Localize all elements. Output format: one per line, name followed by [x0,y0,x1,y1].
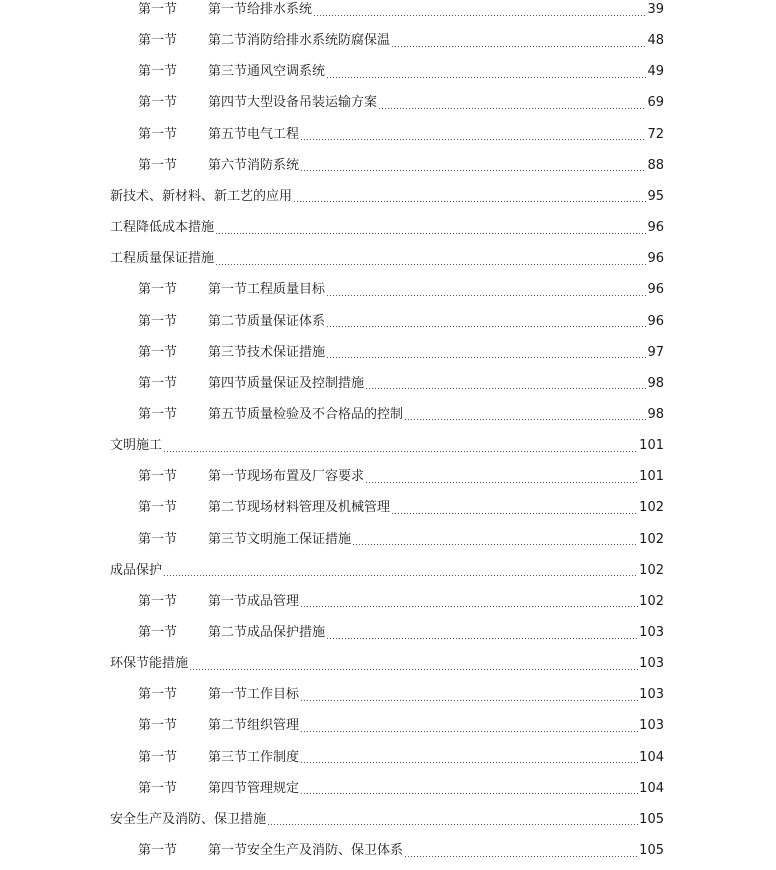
toc-entry-line [208,279,664,301]
dot-leader [313,15,646,16]
toc-page-number: 96 [647,282,664,298]
toc-page-number: 102 [639,531,664,547]
toc-entry-line [208,30,664,52]
toc-entry-line [208,778,664,800]
dot-leader [300,731,638,732]
dot-leader [326,326,646,327]
toc-entry-title: 第一节安全生产及消防、保卫体系 [208,843,404,858]
toc-entry-title: 成品保护 [110,562,163,578]
toc-page-number: 96 [647,313,664,329]
toc-entry-title: 第二节质量保证体系 [208,313,326,329]
dot-leader [300,606,638,607]
toc-section-entry[interactable] [0,840,776,862]
dot-leader [163,575,638,576]
toc-chapter-entry[interactable] [0,435,776,457]
toc-entry-title: 第二节现场材料管理及机械管理 [208,500,391,516]
toc-section-entry[interactable] [0,622,776,644]
toc-entry-line [208,684,664,706]
toc-entry-line [208,529,664,551]
toc-entry-number: 第一节 [138,406,178,422]
toc-entry-title: 第三节通风空调系统 [208,64,326,80]
toc-entry-line [110,248,664,270]
toc-page-number: 102 [639,562,664,578]
toc-entry-title: 第三节文明施工保证措施 [208,531,352,547]
dot-leader [189,669,638,670]
toc-entry-line [208,92,664,114]
dot-leader [391,46,646,47]
toc-entry-number: 第一节 [138,625,178,640]
toc-page-number: 96 [647,220,664,235]
dot-leader [352,544,638,545]
toc-entry-line [208,840,664,862]
toc-entry-line [110,560,664,582]
toc-page-number: 104 [639,749,664,765]
toc-entry-number: 第一节 [138,282,178,298]
toc-page-number: 69 [647,95,664,111]
toc-entry-line [110,217,664,239]
dot-leader [300,170,646,171]
dot-leader [326,295,646,296]
toc-page-number: 103 [639,625,664,640]
toc-entry-title: 第一节给排水系统 [208,2,313,17]
toc-chapter-entry[interactable] [0,809,776,831]
toc-entry-number: 第一节 [138,33,178,49]
toc-entry-line [110,809,664,831]
toc-entry-line [208,591,664,613]
toc-section-entry[interactable] [0,591,776,613]
toc-entry-line [110,186,664,208]
toc-chapter-entry[interactable] [0,186,776,208]
toc-entry-title: 第二节组织管理 [208,718,300,734]
toc-section-entry[interactable] [0,61,776,83]
toc-entry-line [208,61,664,83]
dot-leader [404,856,638,857]
toc-entry-title: 第二节成品保护措施 [208,625,326,640]
toc-page-number: 98 [647,406,664,422]
toc-page-number: 105 [639,811,664,827]
toc-page-number: 104 [639,780,664,796]
toc-entry-number: 第一节 [138,375,178,391]
toc-entry-number: 第一节 [138,531,178,547]
toc-section-entry[interactable] [0,373,776,395]
toc-page-number: 103 [639,687,664,703]
toc-page-number: 95 [647,188,664,204]
toc-page-number: 48 [647,33,664,49]
toc-entry-line [208,342,664,364]
dot-leader [267,824,638,825]
toc-entry-number: 第一节 [138,157,178,173]
toc-section-entry[interactable] [0,124,776,146]
dot-leader [326,77,646,78]
dot-leader [391,513,638,514]
toc-entry-title: 第一节工作目标 [208,687,300,703]
toc-entry-title: 第五节电气工程 [208,126,300,142]
toc-section-entry[interactable] [0,404,776,426]
toc-entry-title: 第三节工作制度 [208,749,300,765]
toc-entry-title: 工程质量保证措施 [110,251,215,267]
toc-section-entry[interactable] [0,155,776,177]
toc-entry-title: 第四节大型设备吊装运输方案 [208,95,378,111]
toc-section-entry[interactable] [0,747,776,769]
toc-entry-title: 文明施工 [110,438,163,454]
dot-leader [293,201,646,202]
toc-section-entry[interactable] [0,778,776,800]
toc-entry-title: 第一节工程质量目标 [208,282,326,298]
toc-section-entry[interactable] [0,529,776,551]
toc-entry-title: 环保节能措施 [110,656,189,672]
toc-entry-number: 第一节 [138,718,178,734]
dot-leader [300,762,638,763]
toc-section-entry[interactable] [0,684,776,706]
toc-entry-title: 安全生产及消防、保卫措施 [110,811,267,827]
toc-entry-line [208,466,664,488]
toc-chapter-entry[interactable] [0,248,776,270]
toc-page-number: 72 [647,126,664,142]
toc-entry-line [208,155,664,177]
toc-entry-number: 第一节 [138,126,178,142]
toc-page-number: 98 [647,375,664,391]
toc-chapter-entry[interactable] [0,217,776,239]
toc-section-entry[interactable] [0,279,776,301]
toc-entry-line [208,311,664,333]
toc-section-entry[interactable] [0,92,776,114]
toc-entry-title: 第五节质量检验及不合格品的控制 [208,406,404,422]
toc-entry-line [208,622,664,644]
toc-page-number: 103 [639,718,664,734]
toc-entry-line [208,497,664,519]
toc-section-entry[interactable] [0,0,776,21]
toc-entry-number: 第一节 [138,95,178,111]
toc-entry-line [110,653,664,675]
dot-leader [378,108,646,109]
toc-section-entry[interactable] [0,30,776,52]
dot-leader [300,700,638,701]
dot-leader [365,388,646,389]
toc-section-entry[interactable] [0,715,776,737]
toc-page-number: 102 [639,500,664,516]
toc-entry-number: 第一节 [138,2,178,17]
toc-entry-number: 第一节 [138,500,178,516]
dot-leader [365,482,638,483]
dot-leader [300,793,638,794]
toc-chapter-entry[interactable] [0,653,776,675]
toc-entry-number: 第一节 [138,749,178,765]
dot-leader [215,264,646,265]
dot-leader [326,357,646,358]
toc-entry-number: 第一节 [138,843,178,858]
toc-entry-title: 第一节现场布置及厂容要求 [208,469,365,485]
toc-page-number: 101 [639,469,664,485]
toc-entry-line [208,0,664,21]
toc-entry-number: 第一节 [138,469,178,485]
toc-entry-number: 第一节 [138,313,178,329]
toc-page-number: 88 [647,157,664,173]
toc-entry-title: 第六节消防系统 [208,157,300,173]
toc-section-entry[interactable] [0,311,776,333]
toc-page-number: 49 [647,64,664,80]
toc-entry-title: 第四节质量保证及控制措施 [208,375,365,391]
dot-leader [300,139,646,140]
toc-entry-number: 第一节 [138,593,178,609]
toc-section-entry[interactable] [0,497,776,519]
toc-entry-title: 新技术、新材料、新工艺的应用 [110,188,293,204]
toc-page-number: 103 [639,656,664,672]
toc-entry-line [110,435,664,457]
toc-entry-line [208,715,664,737]
dot-leader [326,638,638,639]
toc-section-entry[interactable] [0,466,776,488]
toc-entry-line [208,404,664,426]
toc-page-number: 101 [639,438,664,454]
toc-entry-title: 第一节成品管理 [208,593,300,609]
toc-entry-number: 第一节 [138,344,178,360]
toc-entry-line [208,124,664,146]
toc-entry-line [208,373,664,395]
toc-entry-title: 第四节管理规定 [208,780,300,796]
dot-leader [215,233,646,234]
toc-entry-line [208,747,664,769]
toc-entry-title: 第三节技术保证措施 [208,344,326,360]
dot-leader [163,451,638,452]
toc-page-number: 105 [639,843,664,858]
toc-page-number: 97 [647,344,664,360]
dot-leader [404,419,646,420]
toc-section-entry[interactable] [0,342,776,364]
toc-page-number: 102 [639,593,664,609]
toc-page-number: 39 [647,2,664,17]
toc-entry-number: 第一节 [138,64,178,80]
toc-entry-title: 第二节消防给排水系统防腐保温 [208,33,391,49]
toc-entry-number: 第一节 [138,687,178,703]
toc-chapter-entry[interactable] [0,560,776,582]
toc-page-number: 96 [647,251,664,267]
toc-entry-title: 工程降低成本措施 [110,220,215,235]
toc-entry-number: 第一节 [138,780,178,796]
